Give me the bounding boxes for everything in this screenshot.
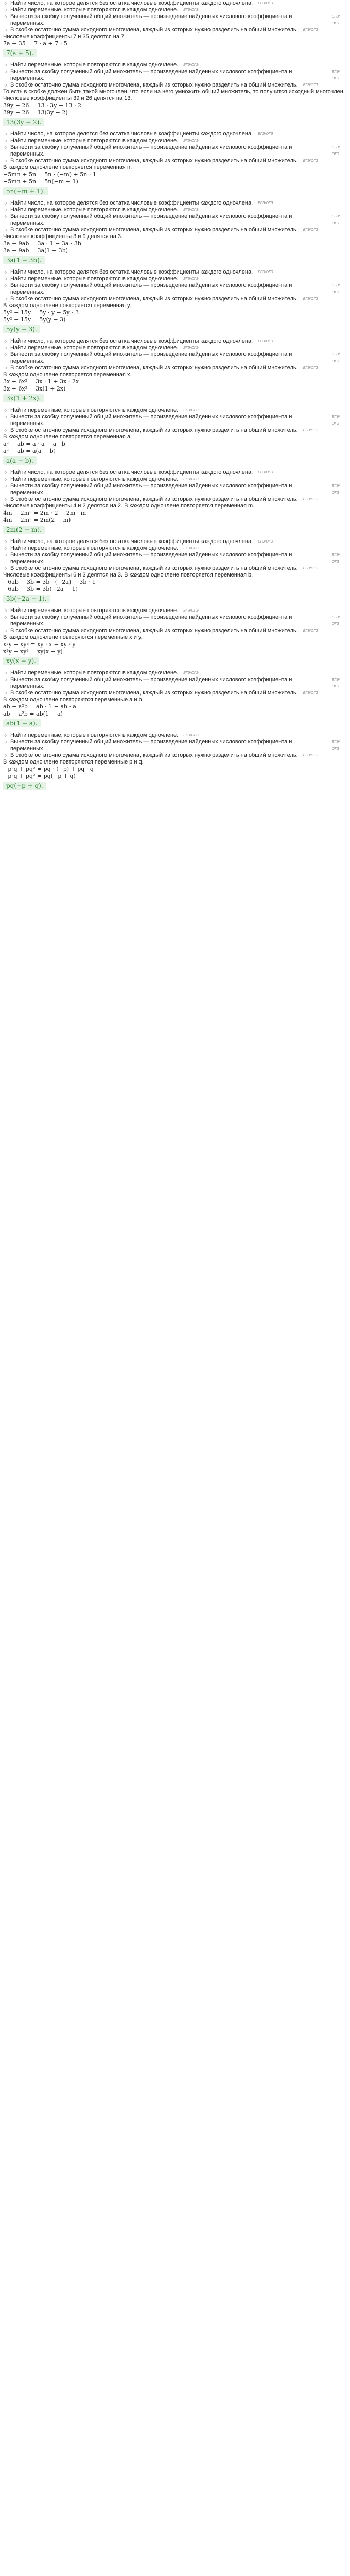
step-text: Найти число, на которое делятся без остатка числовые коэффициенты каждого одночлена. [10, 269, 253, 275]
watermark-text: ЕГЭ/ОГЭ [183, 609, 199, 613]
example-block [3, 469, 347, 535]
step-row [3, 282, 347, 296]
watermark-text: ЕГЭ/ОГЭ [331, 740, 340, 751]
answer-highlight: xy(x − y). [3, 657, 39, 665]
answer-row [3, 655, 347, 667]
step-row [3, 496, 347, 503]
step-row [3, 138, 347, 144]
bullet-icon: ○ [4, 408, 7, 413]
bullet-icon: ○ [4, 470, 7, 475]
bullet-icon: ○ [4, 1, 7, 6]
math-line: 7a + 35 = 7 · a + 7 · 5 [3, 40, 67, 47]
bullet-icon: ○ [4, 283, 7, 288]
bullet-icon: ○ [4, 733, 7, 738]
bullet-icon: ○ [4, 670, 7, 675]
watermark-text: ЕГЭ/ОГЭ [183, 8, 199, 12]
step-row [3, 414, 347, 427]
step-row [3, 0, 347, 7]
watermark-text: ЕГЭ/ОГЭ [331, 353, 340, 363]
answer-row [3, 524, 347, 535]
watermark-text: ЕГЭ/ОГЭ [183, 734, 199, 737]
step-text: Вынести за скобку полученный общий множитель — произведение найденных числового коэффициента и переменных. [10, 414, 292, 427]
step-row [3, 538, 347, 545]
step-text: Вынести за скобку полученный общий множитель — произведение найденных числового коэффициента и переменных. [10, 614, 292, 627]
example-block [3, 200, 347, 266]
step-row [3, 351, 347, 365]
watermark-text: ЕГЭ/ОГЭ [258, 201, 273, 205]
step-row [3, 338, 347, 345]
explanation-text: В каждом одночлене повторяются переменные p и q. [3, 759, 144, 765]
step-row [3, 365, 347, 371]
watermark-text: ЕГЭ/ОГЭ [183, 547, 199, 550]
step-text: Найти переменные, которые повторяются в каждом одночлене. [10, 476, 179, 482]
step-text: В скобке остаточно сумма исходного многочлена, каждый из которых нужно разделить на общий множитель. [10, 565, 298, 571]
step-text: Найти переменные, которые повторяются в каждом одночлене. [10, 345, 179, 351]
watermark-text: ЕГЭ/ОГЭ [183, 277, 199, 281]
watermark-text: ЕГЭ/ОГЭ [258, 270, 273, 274]
example-block [3, 670, 347, 729]
step-text: В скобке остаточно сумма исходного многочлена, каждый из которых нужно разделить на общий множитель. [10, 296, 298, 302]
example-block [3, 62, 347, 128]
bullet-icon: ○ [4, 207, 7, 212]
watermark-text: ЕГЭ/ОГЭ [303, 754, 319, 757]
step-row [3, 469, 347, 476]
explanation-text: То есть в скобке должен быть такой многочлен, что если на него умножить общий множитель, то получится исходный многочлен. Числовые коэффициенты 39 и 26 делятся на 13. [3, 89, 345, 101]
answer-row [3, 780, 347, 791]
step-text: Вынести за скобку полученный общий множитель — произведение найденных числового коэффициента и переменных. [10, 739, 292, 752]
math-line: −5mn + 5n = 5n · (−m) + 5n · 1 [3, 171, 96, 178]
step-text: Вынести за скобку полученный общий множитель — произведение найденных числового коэффициента и переменных. [10, 69, 292, 81]
step-text: Вынести за скобку полученный общий множитель — произведение найденных числового коэффициента и переменных. [10, 213, 292, 226]
step-text: Вынести за скобку полученный общий множитель — произведение найденных числового коэффициента и переменных. [10, 13, 292, 26]
step-text: В скобке остаточно сумма исходного многочлена, каждый из которых нужно разделить на общий множитель. [10, 628, 298, 634]
watermark-text: ЕГЭ/ОГЭ [258, 471, 273, 474]
bullet-icon: ○ [4, 608, 7, 613]
step-row [3, 565, 347, 572]
step-text: В скобке остаточно сумма исходного многочлена, каждый из которых нужно разделить на общий множитель. [10, 27, 298, 33]
math-line: a² − ab = a · a − a · b [3, 440, 65, 447]
example-block [3, 131, 347, 197]
bullet-icon: ○ [4, 7, 7, 12]
step-row [3, 732, 347, 739]
step-row [3, 276, 347, 282]
answer-row [3, 593, 347, 604]
math-line: −p²q + pq² = pq · (−p) + pq · q [3, 766, 94, 772]
answer-row [3, 324, 347, 335]
bullet-icon: ○ [4, 615, 7, 620]
step-text: В скобке остаточно сумма исходного многочлена, каждый из которых нужно разделить на общий множитель. [10, 752, 298, 758]
step-text: Найти переменные, которые повторяются в каждом одночлене. [10, 407, 179, 413]
step-text: Вынести за скобку полученный общий множитель — произведение найденных числового коэффициента и переменных. [10, 144, 292, 157]
step-row [3, 676, 347, 690]
watermark-text: ЕГЭ/ОГЭ [331, 484, 340, 495]
bullet-icon: ○ [4, 690, 7, 696]
watermark-text: ЕГЭ/ОГЭ [331, 15, 340, 25]
solution-document [0, 0, 350, 791]
math-line: 3x + 6x² = 3x · 1 + 3x · 2x [3, 378, 79, 385]
bullet-icon: ○ [4, 352, 7, 357]
bullet-icon: ○ [4, 628, 7, 633]
math-line: ab − a²b = ab(1 − a) [3, 710, 63, 717]
explanation-text: Числовые коэффициенты 4 и 2 делятся на 2. В каждом одночлене повторяется переменная m. [3, 503, 255, 509]
step-row [3, 82, 347, 89]
step-text: Вынести за скобку полученный общий множитель — произведение найденных числового коэффициента и переменных. [10, 552, 292, 565]
math-line: a² − ab = a(a − b) [3, 448, 56, 454]
answer-row [3, 255, 347, 266]
math-line: x²y − xy² = xy(x − y) [3, 648, 63, 655]
watermark-text: ЕГЭ/ОГЭ [183, 63, 199, 67]
watermark-text: ЕГЭ/ОГЭ [303, 629, 319, 633]
step-row [3, 296, 347, 302]
step-text: Вынести за скобку полученный общий множитель — произведение найденных числового коэффициента и переменных. [10, 483, 292, 496]
explanation-text: В каждом одночлене повторяется переменная a. [3, 434, 132, 440]
step-row [3, 213, 347, 227]
step-text: Найти число, на которое делятся без остатка числовые коэффициенты каждого одночлена. [10, 200, 253, 206]
watermark-text: ЕГЭ/ОГЭ [183, 208, 199, 212]
bullet-icon: ○ [4, 69, 7, 74]
example-block [3, 269, 347, 335]
math-line: 5y² − 15y = 5y(y − 3) [3, 316, 66, 323]
watermark-text: ЕГЭ/ОГЭ [303, 297, 319, 301]
watermark-text: ЕГЭ/ОГЭ [258, 340, 273, 343]
bullet-icon: ○ [4, 200, 7, 206]
watermark-text: ЕГЭ/ОГЭ [183, 409, 199, 412]
step-row [3, 614, 347, 628]
step-row [3, 628, 347, 634]
step-text: В скобке остаточно сумма исходного многочлена, каждый из которых нужно разделить на общий множитель. [10, 690, 298, 696]
step-row [3, 200, 347, 207]
bullet-icon: ○ [4, 739, 7, 744]
explanation-text: В каждом одночлене повторяются переменные x и y. [3, 634, 143, 640]
bullet-icon: ○ [4, 131, 7, 137]
answer-highlight: a(a − b). [3, 456, 37, 465]
step-text: В скобке остаточно сумма исходного многочлена, каждый из которых нужно разделить на общий множитель. [10, 82, 298, 88]
step-text: Найти переменные, которые повторяются в каждом одночлене. [10, 207, 179, 213]
bullet-icon: ○ [4, 414, 7, 419]
watermark-text: ЕГЭ/ОГЭ [258, 132, 273, 136]
math-line: x²y − xy² = xy · x − xy · y [3, 641, 76, 648]
bullet-icon: ○ [4, 27, 7, 32]
answer-highlight: 5y(y − 3). [3, 325, 40, 333]
watermark-text: ЕГЭ/ОГЭ [331, 553, 340, 564]
answer-row [3, 455, 347, 466]
watermark-text: ЕГЭ/ОГЭ [331, 616, 340, 626]
step-text: Найти переменные, которые повторяются в каждом одночлене. [10, 670, 179, 676]
bullet-icon: ○ [4, 483, 7, 488]
bullet-icon: ○ [4, 546, 7, 551]
answer-row [3, 116, 347, 128]
watermark-text: ЕГЭ/ОГЭ [331, 70, 340, 80]
answer-highlight: 5n(−m + 1). [3, 187, 48, 195]
watermark-text: ЕГЭ/ОГЭ [258, 2, 273, 5]
step-row [3, 552, 347, 565]
explanation-text: Числовые коэффициенты 6 и 3 делятся на 3. В каждом одночлене повторяется переменная b. [3, 572, 253, 578]
answer-highlight: pq(−p + q). [3, 782, 46, 790]
step-text: В скобке остаточно сумма исходного многочлена, каждый из которых нужно разделить на общий множитель. [10, 496, 298, 502]
step-row [3, 752, 347, 759]
step-row [3, 144, 347, 158]
math-line: −6ab − 3b = 3b · (−2a) − 3b · 1 [3, 579, 96, 585]
watermark-text: ЕГЭ/ОГЭ [303, 366, 319, 370]
step-text: Найти переменные, которые повторяются в каждом одночлене. [10, 276, 179, 282]
math-line: −p²q + pq² = pq(−p + q) [3, 773, 76, 779]
math-line: 3a − 9ab = 3a · 1 − 3a · 3b [3, 240, 81, 247]
step-text: Найти переменные, которые повторяются в каждом одночлене. [10, 62, 179, 68]
watermark-text: ЕГЭ/ОГЭ [183, 478, 199, 481]
step-row [3, 690, 347, 697]
bullet-icon: ○ [4, 62, 7, 67]
watermark-text: ЕГЭ/ОГЭ [303, 498, 319, 501]
bullet-icon: ○ [4, 138, 7, 143]
step-row [3, 7, 347, 13]
math-line: 39y − 26 = 13(3y − 2) [3, 109, 68, 116]
watermark-text: ЕГЭ/ОГЭ [303, 83, 319, 87]
step-row [3, 739, 347, 752]
watermark-text: ЕГЭ/ОГЭ [303, 28, 319, 32]
step-text: Найти переменные, которые повторяются в каждом одночлене. [10, 607, 179, 614]
bullet-icon: ○ [4, 497, 7, 502]
bullet-icon: ○ [4, 345, 7, 350]
example-block [3, 0, 347, 59]
math-line: 5y² − 15y = 5y · y − 5y · 3 [3, 309, 79, 316]
watermark-text: ЕГЭ/ОГЭ [183, 139, 199, 143]
step-text: Вынести за скобку полученный общий множитель — произведение найденных числового коэффициента и переменных. [10, 351, 292, 364]
watermark-text: ЕГЭ/ОГЭ [331, 678, 340, 688]
answer-highlight: 7(a + 5). [3, 49, 37, 57]
math-line: 4m − 2m² = 2m · 2 − 2m · m [3, 510, 86, 516]
watermark-text: ЕГЭ/ОГЭ [258, 540, 273, 544]
math-line: 39y − 26 = 13 · 3y − 13 · 2 [3, 102, 82, 109]
step-row [3, 13, 347, 27]
step-row [3, 227, 347, 233]
watermark-text: ЕГЭ/ОГЭ [331, 146, 340, 156]
bullet-icon: ○ [4, 753, 7, 758]
bullet-icon: ○ [4, 227, 7, 232]
watermark-text: ЕГЭ/ОГЭ [303, 159, 319, 163]
bullet-icon: ○ [4, 365, 7, 370]
step-row [3, 476, 347, 483]
bullet-icon: ○ [4, 539, 7, 544]
math-line: ab − a²b = ab · 1 − ab · a [3, 703, 76, 710]
watermark-text: ЕГЭ/ОГЭ [183, 346, 199, 350]
step-row [3, 407, 347, 414]
math-line: 4m − 2m² = 2m(2 − m) [3, 517, 71, 523]
step-text: В скобке остаточно сумма исходного многочлена, каждый из которых нужно разделить на общий множитель. [10, 365, 298, 371]
explanation-text: Числовые коэффициенты 7 и 35 делятся на 7. [3, 33, 126, 40]
step-row [3, 269, 347, 276]
step-row [3, 427, 347, 434]
bullet-icon: ○ [4, 296, 7, 301]
step-text: Найти переменные, которые повторяются в каждом одночлене. [10, 7, 179, 13]
step-row [3, 27, 347, 33]
watermark-text: ЕГЭ/ОГЭ [303, 691, 319, 695]
step-text: В скобке остаточно сумма исходного многочлена, каждый из которых нужно разделить на общий множитель. [10, 158, 298, 164]
step-row [3, 62, 347, 69]
step-row [3, 483, 347, 496]
watermark-text: ЕГЭ/ОГЭ [303, 429, 319, 432]
example-block [3, 338, 347, 404]
bullet-icon: ○ [4, 158, 7, 163]
answer-row [3, 47, 347, 59]
step-text: Найти число, на которое делятся без остатка числовые коэффициенты каждого одночлена. [10, 538, 253, 545]
answer-row [3, 718, 347, 729]
explanation-text: В каждом одночлене повторяется переменная y. [3, 302, 131, 309]
watermark-text: ЕГЭ/ОГЭ [331, 284, 340, 294]
step-row [3, 345, 347, 351]
step-text: Найти число, на которое делятся без остатка числовые коэффициенты каждого одночлена. [10, 338, 253, 344]
answer-row [3, 393, 347, 404]
step-text: Найти переменные, которые повторяются в каждом одночлене. [10, 545, 179, 551]
answer-highlight: 3b(−2a − 1). [3, 595, 50, 603]
bullet-icon: ○ [4, 677, 7, 682]
watermark-text: ЕГЭ/ОГЭ [303, 228, 319, 232]
bullet-icon: ○ [4, 477, 7, 482]
step-text: В скобке остаточно сумма исходного многочлена, каждый из которых нужно разделить на общий множитель. [10, 227, 298, 233]
answer-highlight: 3a(1 − 3b). [3, 256, 45, 264]
watermark-text: ЕГЭ/ОГЭ [331, 415, 340, 426]
answer-highlight: ab(1 − a). [3, 719, 41, 727]
math-line: −6ab − 3b = 3b(−2a − 1) [3, 586, 78, 592]
step-row [3, 607, 347, 614]
step-row [3, 545, 347, 552]
step-text: В скобке остаточно сумма исходного многочлена, каждый из которых нужно разделить на общий множитель. [10, 427, 298, 433]
step-text: Вынести за скобку полученный общий множитель — произведение найденных числового коэффициента и переменных. [10, 676, 292, 689]
math-line: 3a − 9ab = 3a(1 − 3b) [3, 247, 68, 254]
bullet-icon: ○ [4, 82, 7, 88]
bullet-icon: ○ [4, 276, 7, 281]
bullet-icon: ○ [4, 269, 7, 275]
step-row [3, 207, 347, 213]
bullet-icon: ○ [4, 428, 7, 433]
watermark-text: ЕГЭ/ОГЭ [183, 671, 199, 675]
answer-highlight: 13(3y − 2). [3, 118, 44, 126]
example-block [3, 407, 347, 466]
bullet-icon: ○ [4, 214, 7, 219]
math-line: −5mn + 5n = 5n(−m + 1) [3, 178, 78, 185]
step-text: Найти число, на которое делятся без остатка числовые коэффициенты каждого одночлена. [10, 131, 253, 137]
bullet-icon: ○ [4, 145, 7, 150]
example-block [3, 538, 347, 604]
bullet-icon: ○ [4, 566, 7, 571]
example-block [3, 607, 347, 667]
explanation-text: В каждом одночлене повторяется переменная x. [3, 371, 132, 378]
math-line: 3x + 6x² = 3x(1 + 2x) [3, 385, 66, 392]
step-row [3, 69, 347, 82]
step-text: Найти переменные, которые повторяются в каждом одночлене. [10, 732, 179, 738]
bullet-icon: ○ [4, 338, 7, 344]
bullet-icon: ○ [4, 552, 7, 557]
step-text: Найти число, на которое делятся без остатка числовые коэффициенты каждого одночлена. [10, 469, 253, 476]
step-text: Найти переменные, которые повторяются в каждом одночлене. [10, 138, 179, 144]
answer-highlight: 3x(1 + 2x). [3, 394, 44, 402]
bullet-icon: ○ [4, 14, 7, 19]
step-text: Вынести за скобку полученный общий множитель — произведение найденных числового коэффициента и переменных. [10, 282, 292, 295]
watermark-text: ЕГЭ/ОГЭ [331, 215, 340, 225]
watermark-text: ЕГЭ/ОГЭ [303, 567, 319, 570]
step-row [3, 158, 347, 164]
answer-highlight: 2m(2 − m). [3, 526, 45, 534]
step-row [3, 131, 347, 138]
explanation-text: В каждом одночлене повторяются переменные a и b. [3, 697, 144, 703]
step-text: Найти число, на которое делятся без остатка числовые коэффициенты каждого одночлена. [10, 0, 253, 6]
step-row [3, 670, 347, 676]
answer-row [3, 185, 347, 197]
example-block [3, 732, 347, 791]
explanation-text: В каждом одночлене повторяется переменная n. [3, 164, 132, 171]
explanation-text: Числовые коэффициенты 3 и 9 делятся на 3. [3, 233, 123, 240]
